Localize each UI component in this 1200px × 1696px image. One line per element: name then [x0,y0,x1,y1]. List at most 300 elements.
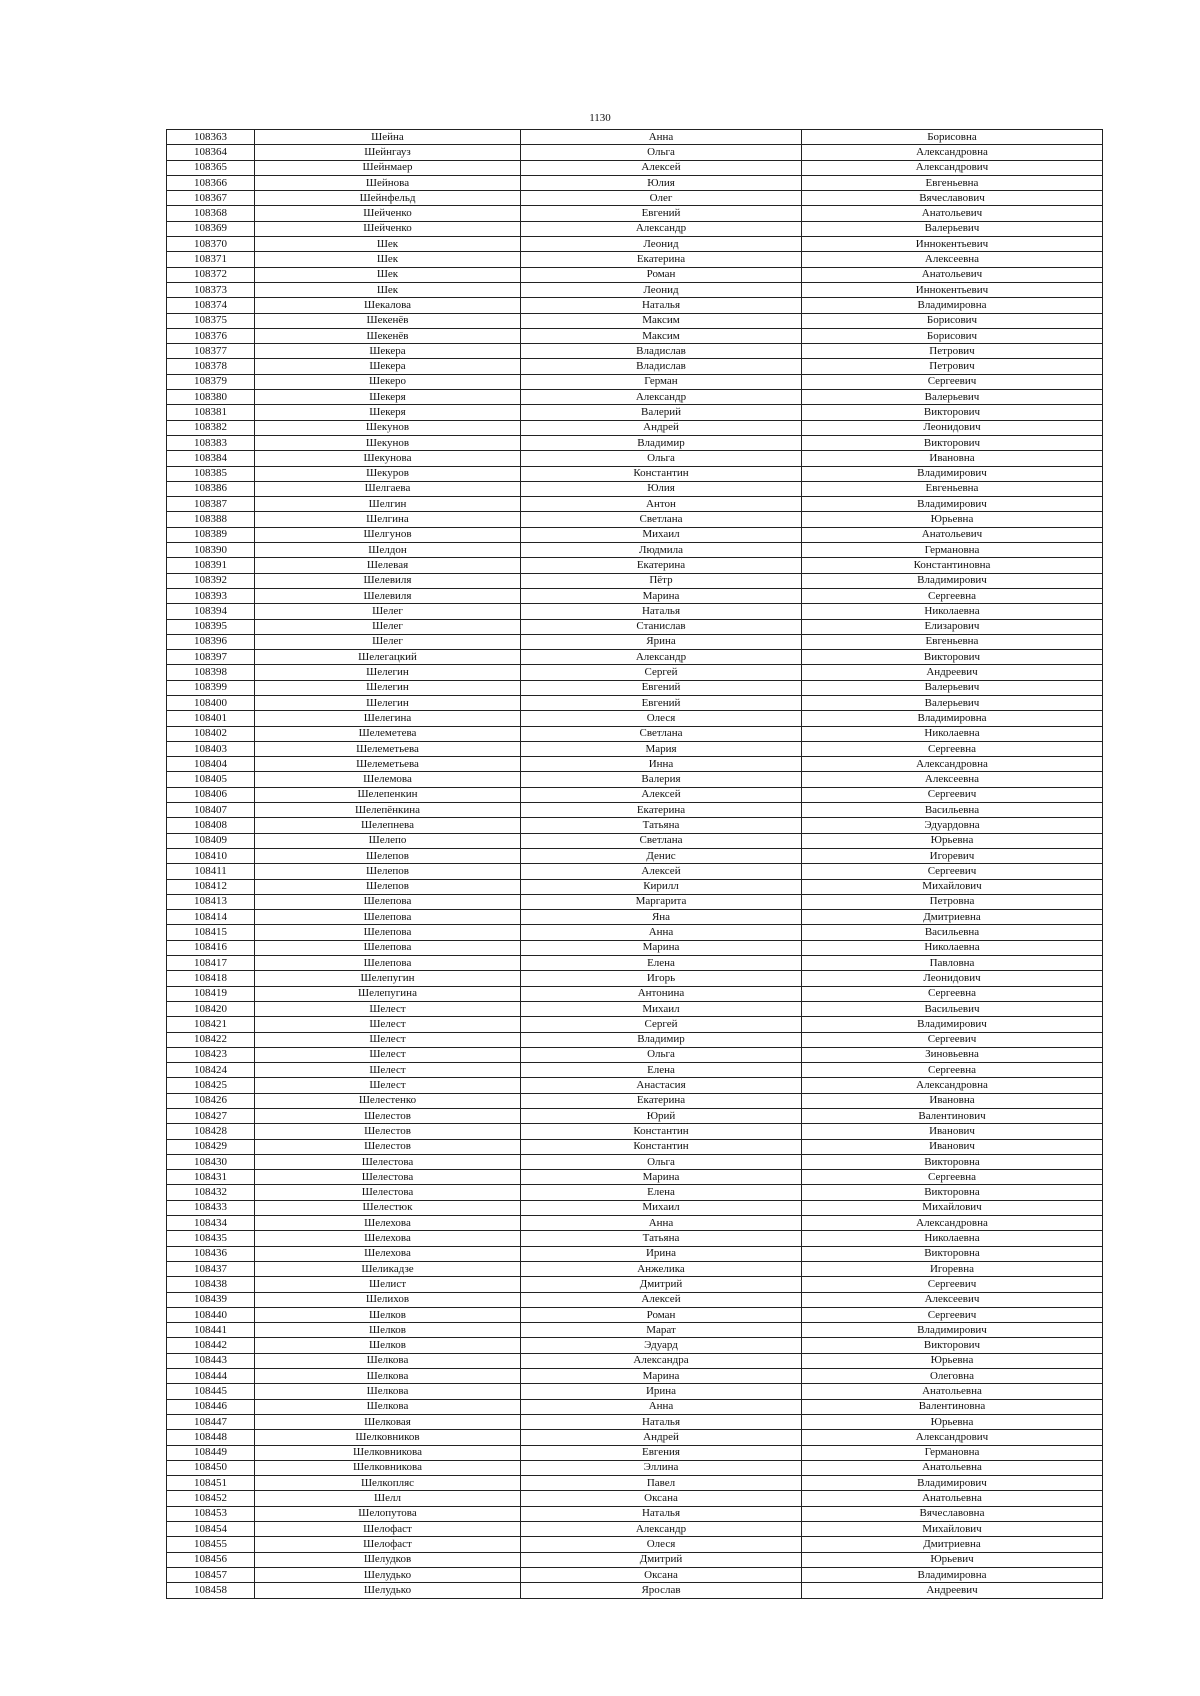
first-name-cell: Александр [521,221,802,236]
last-name-cell: Шейнгауз [255,145,521,160]
patronymic-cell: Николаевна [802,940,1103,955]
table-row [167,573,1103,588]
patronymic-cell: Владимировна [802,1567,1103,1582]
last-name-cell: Шелгаева [255,481,521,496]
first-name-cell: Станислав [521,619,802,634]
last-name-cell: Шелгин [255,497,521,512]
last-name-cell: Шейнфельд [255,191,521,206]
last-name-cell: Шелкова [255,1399,521,1414]
last-name-cell: Шелепнева [255,818,521,833]
table-row [167,160,1103,175]
patronymic-cell: Сергеевич [802,374,1103,389]
patronymic-cell: Анатольевна [802,1384,1103,1399]
table-row [167,466,1103,481]
table-row [167,405,1103,420]
last-name-cell: Шелехова [255,1231,521,1246]
table-row [167,1430,1103,1445]
table-row [167,695,1103,710]
record-number-cell: 108456 [167,1552,255,1567]
patronymic-cell: Сергеевна [802,741,1103,756]
last-name-cell: Шек [255,267,521,282]
record-number-cell: 108387 [167,497,255,512]
patronymic-cell: Владимирович [802,1017,1103,1032]
record-number-cell: 108435 [167,1231,255,1246]
patronymic-cell: Андреевич [802,1583,1103,1598]
patronymic-cell: Дмитриевна [802,910,1103,925]
last-name-cell: Шелепов [255,879,521,894]
last-name-cell: Шелепо [255,833,521,848]
first-name-cell: Максим [521,328,802,343]
patronymic-cell: Александровна [802,757,1103,772]
table-row [167,1063,1103,1078]
patronymic-cell: Юрьевна [802,1353,1103,1368]
table-row [167,344,1103,359]
patronymic-cell: Анатольевна [802,1460,1103,1475]
last-name-cell: Шелестова [255,1185,521,1200]
last-name-cell: Шелепова [255,956,521,971]
table-row [167,894,1103,909]
first-name-cell: Владислав [521,344,802,359]
table-row [167,1216,1103,1231]
patronymic-cell: Александровна [802,1216,1103,1231]
table-row [167,420,1103,435]
record-number-cell: 108385 [167,466,255,481]
patronymic-cell: Игоревна [802,1261,1103,1276]
patronymic-cell: Евгеньевна [802,481,1103,496]
table-row [167,910,1103,925]
last-name-cell: Шекалова [255,298,521,313]
patronymic-cell: Иванович [802,1124,1103,1139]
patronymic-cell: Михайлович [802,879,1103,894]
table-row [167,1506,1103,1521]
patronymic-cell: Борисович [802,313,1103,328]
table-row [167,1292,1103,1307]
patronymic-cell: Иванович [802,1139,1103,1154]
registry-table-body [167,130,1103,1599]
table-row [167,221,1103,236]
patronymic-cell: Юрьевна [802,1414,1103,1429]
first-name-cell: Екатерина [521,558,802,573]
record-number-cell: 108453 [167,1506,255,1521]
patronymic-cell: Вячеславович [802,191,1103,206]
table-row [167,741,1103,756]
first-name-cell: Антонина [521,986,802,1001]
first-name-cell: Анна [521,130,802,145]
record-number-cell: 108405 [167,772,255,787]
last-name-cell: Шелкова [255,1369,521,1384]
last-name-cell: Шейнмаер [255,160,521,175]
patronymic-cell: Иннокентьевич [802,282,1103,297]
first-name-cell: Владимир [521,435,802,450]
last-name-cell: Шелегина [255,711,521,726]
record-number-cell: 108397 [167,650,255,665]
first-name-cell: Андрей [521,1430,802,1445]
first-name-cell: Ольга [521,145,802,160]
table-row [167,497,1103,512]
record-number-cell: 108430 [167,1154,255,1169]
record-number-cell: 108394 [167,604,255,619]
table-row [167,130,1103,145]
last-name-cell: Шелл [255,1491,521,1506]
record-number-cell: 108454 [167,1522,255,1537]
patronymic-cell: Анатольевич [802,206,1103,221]
first-name-cell: Алексей [521,160,802,175]
last-name-cell: Шелудько [255,1567,521,1582]
first-name-cell: Александра [521,1353,802,1368]
table-row [167,1017,1103,1032]
patronymic-cell: Евгеньевна [802,634,1103,649]
last-name-cell: Шелепугин [255,971,521,986]
table-row [167,787,1103,802]
last-name-cell: Шелепов [255,864,521,879]
first-name-cell: Елена [521,1185,802,1200]
patronymic-cell: Викторович [802,405,1103,420]
patronymic-cell: Леонидович [802,420,1103,435]
last-name-cell: Шелкова [255,1353,521,1368]
last-name-cell: Шелевиля [255,573,521,588]
record-number-cell: 108452 [167,1491,255,1506]
patronymic-cell: Сергеевна [802,986,1103,1001]
patronymic-cell: Викторовна [802,1154,1103,1169]
record-number-cell: 108374 [167,298,255,313]
last-name-cell: Шелков [255,1307,521,1322]
first-name-cell: Татьяна [521,1231,802,1246]
table-row [167,1307,1103,1322]
table-row [167,1323,1103,1338]
record-number-cell: 108384 [167,451,255,466]
first-name-cell: Екатерина [521,803,802,818]
patronymic-cell: Алексеевна [802,252,1103,267]
patronymic-cell: Ивановна [802,1093,1103,1108]
table-row [167,1522,1103,1537]
first-name-cell: Татьяна [521,818,802,833]
record-number-cell: 108373 [167,282,255,297]
record-number-cell: 108370 [167,237,255,252]
table-row [167,558,1103,573]
first-name-cell: Валерий [521,405,802,420]
first-name-cell: Наталья [521,604,802,619]
last-name-cell: Шелестова [255,1154,521,1169]
record-number-cell: 108419 [167,986,255,1001]
patronymic-cell: Александрович [802,160,1103,175]
patronymic-cell: Анатольевич [802,267,1103,282]
last-name-cell: Шелгина [255,512,521,527]
table-row [167,925,1103,940]
table-row [167,971,1103,986]
last-name-cell: Шелихов [255,1292,521,1307]
first-name-cell: Маргарита [521,894,802,909]
first-name-cell: Алексей [521,787,802,802]
patronymic-cell: Александровна [802,1078,1103,1093]
first-name-cell: Валерия [521,772,802,787]
record-number-cell: 108431 [167,1170,255,1185]
last-name-cell: Шелепова [255,940,521,955]
first-name-cell: Евгений [521,206,802,221]
record-number-cell: 108423 [167,1047,255,1062]
first-name-cell: Сергей [521,665,802,680]
table-row [167,1154,1103,1169]
patronymic-cell: Сергеевна [802,588,1103,603]
record-number-cell: 108412 [167,879,255,894]
table-row [167,512,1103,527]
table-row [167,267,1103,282]
last-name-cell: Шекуров [255,466,521,481]
record-number-cell: 108429 [167,1139,255,1154]
first-name-cell: Игорь [521,971,802,986]
patronymic-cell: Николаевна [802,1231,1103,1246]
table-row [167,543,1103,558]
record-number-cell: 108438 [167,1277,255,1292]
table-row [167,206,1103,221]
record-number-cell: 108411 [167,864,255,879]
record-number-cell: 108434 [167,1216,255,1231]
patronymic-cell: Юрьевич [802,1552,1103,1567]
first-name-cell: Марина [521,588,802,603]
table-row [167,527,1103,542]
record-number-cell: 108417 [167,956,255,971]
first-name-cell: Анна [521,1399,802,1414]
table-row [167,1353,1103,1368]
first-name-cell: Михаил [521,1001,802,1016]
first-name-cell: Екатерина [521,1093,802,1108]
record-number-cell: 108421 [167,1017,255,1032]
first-name-cell: Евгения [521,1445,802,1460]
patronymic-cell: Сергеевич [802,787,1103,802]
last-name-cell: Шелест [255,1001,521,1016]
first-name-cell: Роман [521,267,802,282]
record-number-cell: 108414 [167,910,255,925]
patronymic-cell: Викторович [802,1338,1103,1353]
first-name-cell: Ярина [521,634,802,649]
first-name-cell: Оксана [521,1567,802,1582]
patronymic-cell: Олеговна [802,1369,1103,1384]
table-row [167,650,1103,665]
patronymic-cell: Александровна [802,145,1103,160]
last-name-cell: Шекеро [255,374,521,389]
last-name-cell: Шелгунов [255,527,521,542]
record-number-cell: 108386 [167,481,255,496]
last-name-cell: Шекенёв [255,328,521,343]
record-number-cell: 108371 [167,252,255,267]
record-number-cell: 108388 [167,512,255,527]
record-number-cell: 108398 [167,665,255,680]
patronymic-cell: Викторовна [802,1185,1103,1200]
record-number-cell: 108458 [167,1583,255,1598]
first-name-cell: Кирилл [521,879,802,894]
last-name-cell: Шелестюк [255,1200,521,1215]
last-name-cell: Шекера [255,359,521,374]
table-row [167,1109,1103,1124]
table-row [167,313,1103,328]
table-row [167,711,1103,726]
record-number-cell: 108451 [167,1476,255,1491]
table-row [167,1200,1103,1215]
record-number-cell: 108436 [167,1246,255,1261]
first-name-cell: Оксана [521,1491,802,1506]
first-name-cell: Марат [521,1323,802,1338]
record-number-cell: 108404 [167,757,255,772]
last-name-cell: Шелег [255,619,521,634]
record-number-cell: 108372 [167,267,255,282]
first-name-cell: Евгений [521,695,802,710]
patronymic-cell: Викторович [802,650,1103,665]
record-number-cell: 108390 [167,543,255,558]
patronymic-cell: Борисовна [802,130,1103,145]
table-row [167,726,1103,741]
first-name-cell: Денис [521,848,802,863]
record-number-cell: 108424 [167,1063,255,1078]
first-name-cell: Алексей [521,1292,802,1307]
record-number-cell: 108425 [167,1078,255,1093]
first-name-cell: Олег [521,191,802,206]
record-number-cell: 108367 [167,191,255,206]
patronymic-cell: Иннокентьевич [802,237,1103,252]
record-number-cell: 108447 [167,1414,255,1429]
patronymic-cell: Владимировна [802,298,1103,313]
table-row [167,665,1103,680]
patronymic-cell: Германовна [802,543,1103,558]
first-name-cell: Анастасия [521,1078,802,1093]
table-row [167,1460,1103,1475]
first-name-cell: Ирина [521,1384,802,1399]
first-name-cell: Алексей [521,864,802,879]
record-number-cell: 108410 [167,848,255,863]
first-name-cell: Константин [521,466,802,481]
first-name-cell: Наталья [521,298,802,313]
table-row [167,1399,1103,1414]
table-row [167,1078,1103,1093]
record-number-cell: 108406 [167,787,255,802]
first-name-cell: Владислав [521,359,802,374]
patronymic-cell: Юрьевна [802,512,1103,527]
table-row [167,1185,1103,1200]
last-name-cell: Шелестов [255,1109,521,1124]
table-row [167,879,1103,894]
patronymic-cell: Елизарович [802,619,1103,634]
record-number-cell: 108391 [167,558,255,573]
first-name-cell: Александр [521,650,802,665]
table-row [167,803,1103,818]
table-row [167,1001,1103,1016]
last-name-cell: Шелег [255,634,521,649]
first-name-cell: Юлия [521,175,802,190]
last-name-cell: Шелехова [255,1216,521,1231]
record-number-cell: 108407 [167,803,255,818]
first-name-cell: Юрий [521,1109,802,1124]
record-number-cell: 108437 [167,1261,255,1276]
first-name-cell: Елена [521,956,802,971]
table-row [167,390,1103,405]
last-name-cell: Шелкова [255,1384,521,1399]
record-number-cell: 108440 [167,1307,255,1322]
first-name-cell: Яна [521,910,802,925]
table-row [167,1277,1103,1292]
patronymic-cell: Ивановна [802,451,1103,466]
record-number-cell: 108444 [167,1369,255,1384]
patronymic-cell: Эдуардовна [802,818,1103,833]
table-row [167,1445,1103,1460]
patronymic-cell: Сергеевна [802,1063,1103,1078]
first-name-cell: Герман [521,374,802,389]
patronymic-cell: Борисович [802,328,1103,343]
table-row [167,145,1103,160]
record-number-cell: 108408 [167,818,255,833]
record-number-cell: 108364 [167,145,255,160]
last-name-cell: Шелдон [255,543,521,558]
table-row [167,986,1103,1001]
patronymic-cell: Зиновьевна [802,1047,1103,1062]
patronymic-cell: Валерьевич [802,390,1103,405]
table-row [167,191,1103,206]
patronymic-cell: Германовна [802,1445,1103,1460]
patronymic-cell: Юрьевна [802,833,1103,848]
patronymic-cell: Сергеевич [802,1307,1103,1322]
table-row [167,374,1103,389]
record-number-cell: 108376 [167,328,255,343]
record-number-cell: 108457 [167,1567,255,1582]
record-number-cell: 108433 [167,1200,255,1215]
table-row [167,833,1103,848]
registry-table [166,129,1103,1599]
last-name-cell: Шеликадзе [255,1261,521,1276]
last-name-cell: Шелест [255,1078,521,1093]
patronymic-cell: Владимировна [802,711,1103,726]
patronymic-cell: Владимирович [802,1323,1103,1338]
record-number-cell: 108375 [167,313,255,328]
table-row [167,1384,1103,1399]
first-name-cell: Ярослав [521,1583,802,1598]
table-row [167,864,1103,879]
table-row [167,1537,1103,1552]
first-name-cell: Инна [521,757,802,772]
table-row [167,634,1103,649]
first-name-cell: Антон [521,497,802,512]
first-name-cell: Олеся [521,1537,802,1552]
last-name-cell: Шелист [255,1277,521,1292]
table-row [167,680,1103,695]
patronymic-cell: Викторович [802,435,1103,450]
patronymic-cell: Александрович [802,1430,1103,1445]
last-name-cell: Шелепенкин [255,787,521,802]
last-name-cell: Шелеметьева [255,741,521,756]
last-name-cell: Шейченко [255,206,521,221]
table-row [167,619,1103,634]
record-number-cell: 108368 [167,206,255,221]
patronymic-cell: Николаевна [802,726,1103,741]
last-name-cell: Шелевиля [255,588,521,603]
patronymic-cell: Владимирович [802,1476,1103,1491]
last-name-cell: Шелофаст [255,1537,521,1552]
patronymic-cell: Васильевич [802,1001,1103,1016]
last-name-cell: Шекунов [255,420,521,435]
last-name-cell: Шелепугина [255,986,521,1001]
table-row [167,1491,1103,1506]
patronymic-cell: Владимирович [802,573,1103,588]
patronymic-cell: Валерьевич [802,221,1103,236]
record-number-cell: 108420 [167,1001,255,1016]
first-name-cell: Наталья [521,1506,802,1521]
first-name-cell: Светлана [521,512,802,527]
first-name-cell: Леонид [521,237,802,252]
last-name-cell: Шелепова [255,925,521,940]
last-name-cell: Шелевая [255,558,521,573]
last-name-cell: Шелудько [255,1583,521,1598]
first-name-cell: Константин [521,1139,802,1154]
table-row [167,282,1103,297]
record-number-cell: 108382 [167,420,255,435]
record-number-cell: 108393 [167,588,255,603]
table-row [167,252,1103,267]
